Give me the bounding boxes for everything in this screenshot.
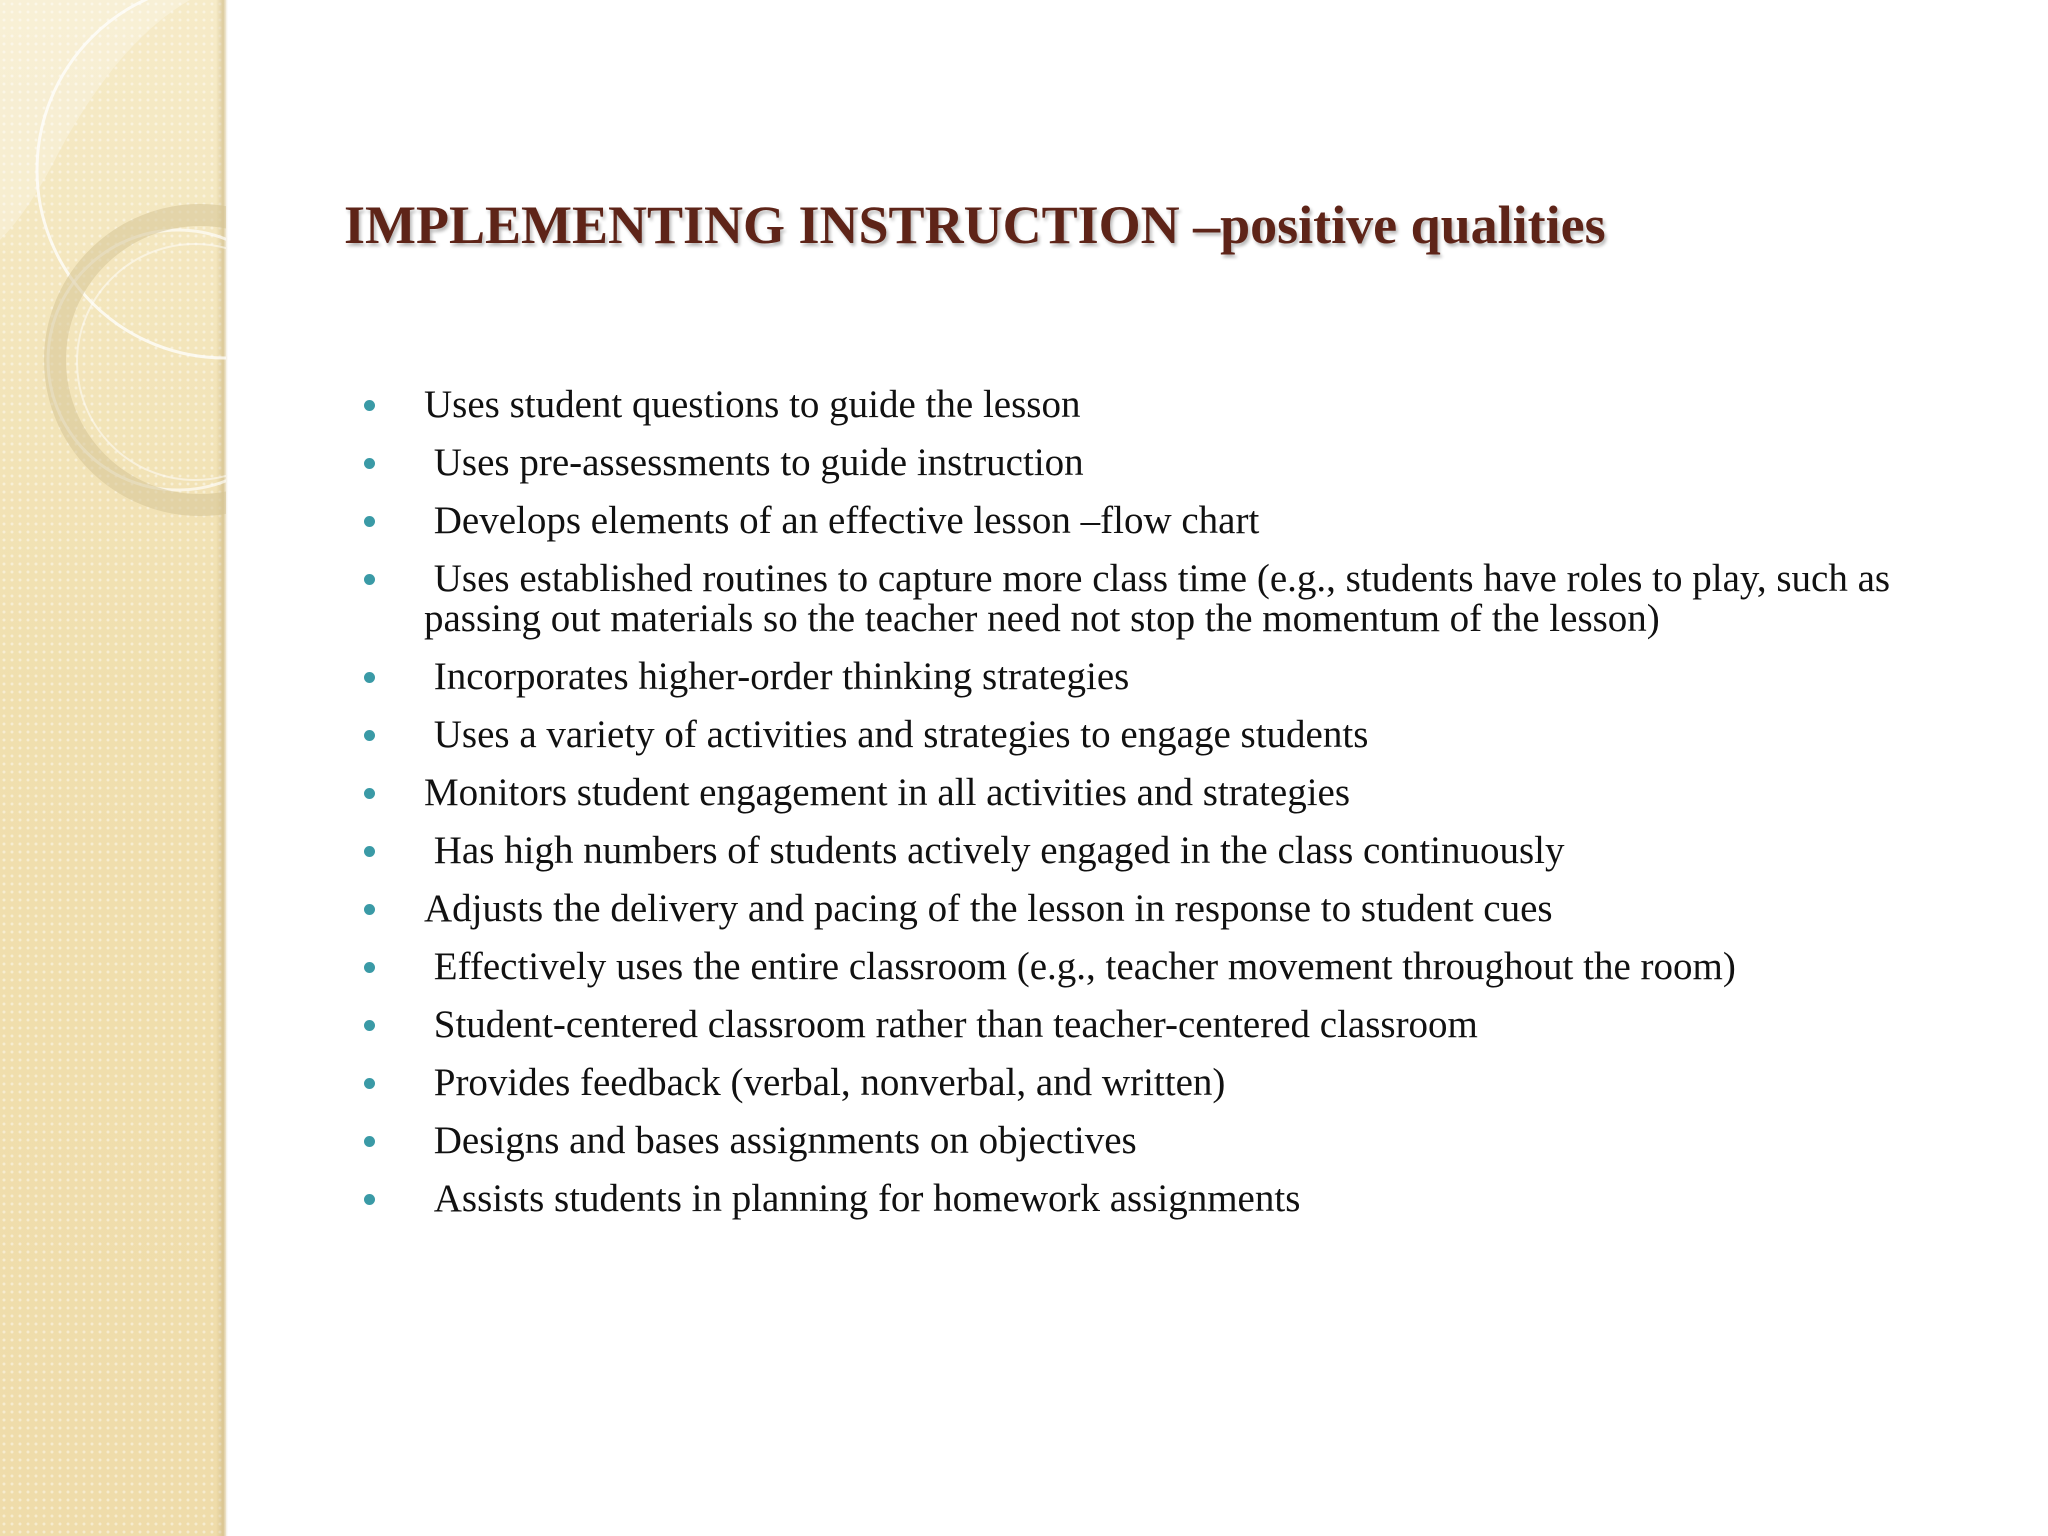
bullet-icon xyxy=(364,1020,375,1031)
list-item-text: Adjusts the delivery and pacing of the lesson in response to student cues xyxy=(424,887,1553,930)
list-item-text: Monitors student engagement in all activities and strategies xyxy=(424,771,1351,814)
list-item xyxy=(364,947,1984,987)
list-item xyxy=(364,559,1984,639)
bullet-icon xyxy=(364,846,375,857)
list-item xyxy=(364,831,1984,871)
bullet-icon xyxy=(364,516,375,527)
bullet-icon xyxy=(364,962,375,973)
bullet-icon xyxy=(364,1078,375,1089)
list-item xyxy=(364,1005,1984,1045)
list-item-text: Designs and bases assignments on objectives xyxy=(424,1119,1137,1162)
list-item xyxy=(364,385,1984,425)
list-item-text: Incorporates higher-order thinking strategies xyxy=(424,655,1130,698)
list-item-text: Student-centered classroom rather than teacher-centered classroom xyxy=(424,1003,1478,1046)
bullet-icon xyxy=(364,1194,375,1205)
bullet-icon xyxy=(364,904,375,915)
list-item-text: Assists students in planning for homework assignments xyxy=(424,1177,1301,1220)
slide-title: IMPLEMENTING INSTRUCTION –positive qualities xyxy=(344,195,1606,255)
decorative-ring-inner xyxy=(77,244,226,480)
list-item-text: Uses pre-assessments to guide instruction xyxy=(424,441,1084,484)
bullet-icon xyxy=(364,730,375,741)
bullet-icon xyxy=(364,400,375,411)
bullet-icon xyxy=(364,574,375,585)
bullet-icon xyxy=(364,672,375,683)
list-item-text: Has high numbers of students actively engaged in the class continuously xyxy=(424,829,1565,872)
decorative-top-shape xyxy=(0,0,190,240)
list-item xyxy=(364,715,1984,755)
list-item xyxy=(364,1179,1984,1219)
list-item xyxy=(364,1063,1984,1103)
list-item xyxy=(364,443,1984,483)
bullet-icon xyxy=(364,1136,375,1147)
list-item xyxy=(364,773,1984,813)
list-item-text: Provides feedback (verbal, nonverbal, and written) xyxy=(424,1061,1226,1104)
list-item-text: Uses established routines to capture more class time (e.g., students have roles to play, such as passing out materials so the teacher need not stop the momentum of the lesson) xyxy=(424,557,1900,640)
list-item xyxy=(364,657,1984,697)
bullet-list xyxy=(364,385,1984,1237)
list-item-text: Effectively uses the entire classroom (e.g., teacher movement throughout the room) xyxy=(424,945,1736,988)
list-item-text: Uses student questions to guide the lesson xyxy=(424,383,1081,426)
list-item-text: Uses a variety of activities and strategies to engage students xyxy=(424,713,1369,756)
decorative-rings xyxy=(0,0,226,1536)
list-item xyxy=(364,501,1984,541)
bullet-icon xyxy=(364,788,375,799)
list-item-text: Develops elements of an effective lesson –flow chart xyxy=(424,499,1260,542)
decorative-ring-thick xyxy=(55,215,226,505)
list-item xyxy=(364,889,1984,929)
list-item xyxy=(364,1121,1984,1161)
bullet-icon xyxy=(364,458,375,469)
